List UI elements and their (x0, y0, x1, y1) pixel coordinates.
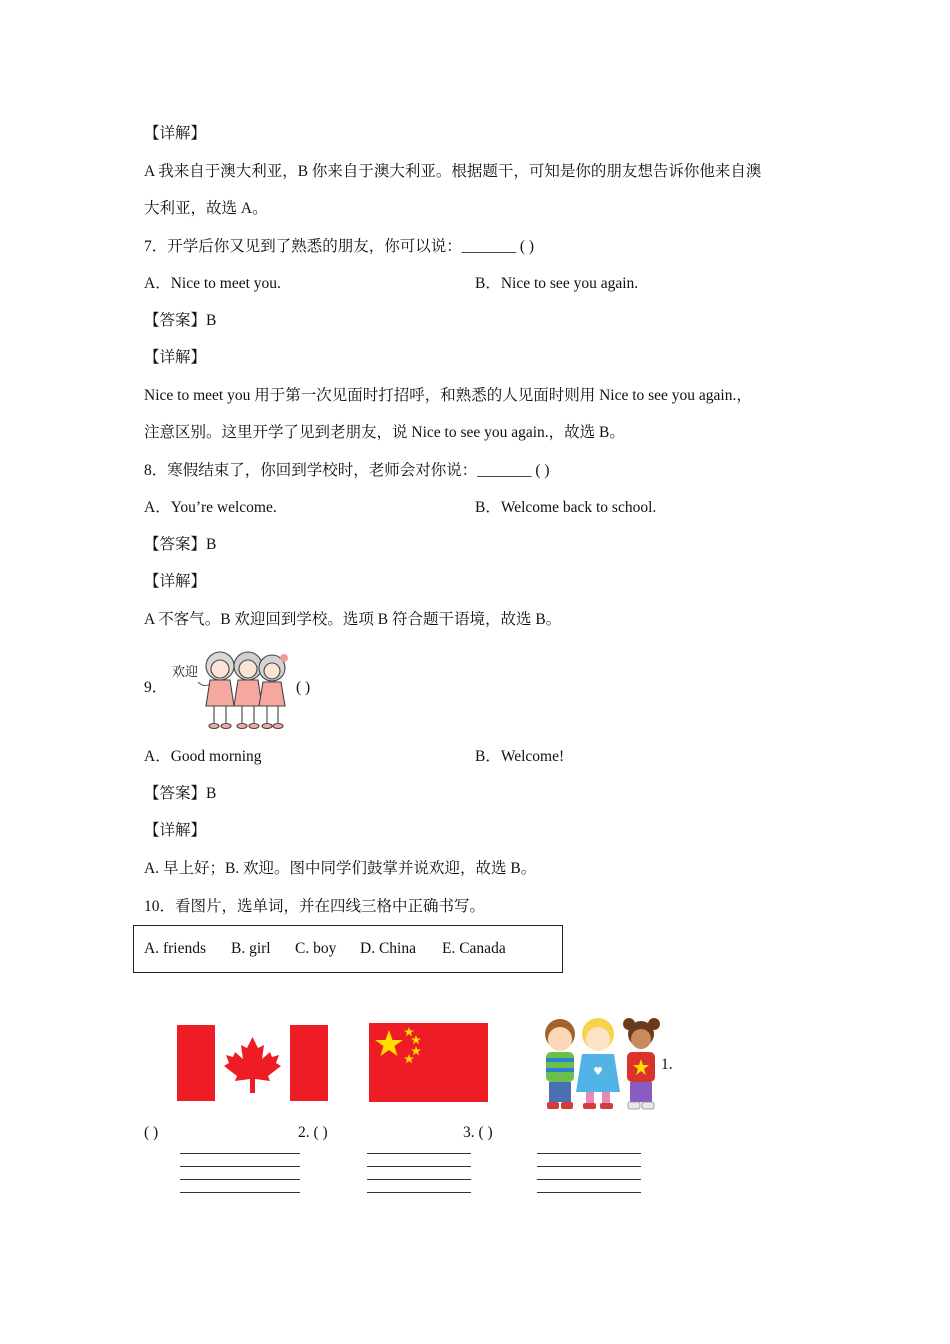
q10-blank-1[interactable]: ( ) (144, 1124, 159, 1141)
q7-answer: 【答案】B (144, 312, 217, 329)
welcome-caption: 欢迎 (172, 665, 199, 680)
q8-stem: 8．寒假结束了，你回到学校时，老师会对你说：_______ ( ) (144, 462, 550, 479)
word-bank-item: C. boy (295, 940, 337, 957)
q6-detail-line1: A 我来自于澳大利亚，B 你来自于澳大利亚。根据题干，可知是你的朋友想告诉你他来自澳 (144, 163, 762, 180)
q9-answer: 【答案】B (144, 785, 217, 802)
q7-detail-line2: 注意区别。这里开学了见到老朋友，说 Nice to see you again.，故选 B。 (144, 424, 625, 441)
writing-lines-3[interactable] (537, 1153, 641, 1205)
q7-detail-line1: Nice to meet you 用于第一次见面时打招呼，和熟悉的人见面时则用 Nice to see you again.， (144, 387, 752, 404)
q10-stem: 10．看图片，选单词，并在四线三格中正确书写。 (144, 898, 486, 915)
q9-detail-line1: A. 早上好；B. 欢迎。图中同学们鼓掌并说欢迎，故选 B。 (144, 860, 537, 877)
q9-number: 9． (144, 679, 168, 696)
q8-answer: 【答案】B (144, 536, 217, 553)
friends-picture (538, 1012, 663, 1117)
q6-detail-line2: 大利亚，故选 A。 (144, 200, 268, 217)
q6-detail-heading: 【详解】 (144, 125, 207, 142)
q7-option-a: A．Nice to meet you. (144, 275, 281, 292)
q7-detail-heading: 【详解】 (144, 349, 207, 366)
word-bank-item: B. girl (231, 940, 271, 957)
q8-option-a: A．You’re welcome. (144, 499, 277, 516)
q9-option-a: A．Good morning (144, 748, 262, 765)
writing-lines-1[interactable] (180, 1153, 300, 1205)
q9-option-b: B．Welcome! (475, 748, 565, 765)
q8-detail-heading: 【详解】 (144, 573, 207, 590)
china-flag (369, 1023, 488, 1107)
q8-option-b: B．Welcome back to school. (475, 499, 657, 516)
q10-label-3[interactable]: 3. ( ) (463, 1124, 493, 1141)
word-bank-box (133, 925, 563, 973)
q9-detail-heading: 【详解】 (144, 822, 207, 839)
q8-detail-line1: A 不客气。B 欢迎回到学校。选项 B 符合题干语境，故选 B。 (144, 611, 562, 628)
word-bank-item: E. Canada (442, 940, 506, 957)
canada-flag (177, 1025, 328, 1106)
q7-option-b: B．Nice to see you again. (475, 275, 639, 292)
word-bank-item: D. China (360, 940, 416, 957)
writing-lines-2[interactable] (367, 1153, 471, 1205)
welcome-kids-picture (170, 644, 294, 732)
q7-stem: 7．开学后你又见到了熟悉的朋友，你可以说：_______ ( ) (144, 238, 535, 255)
q10-label-2[interactable]: 2. ( ) (298, 1124, 328, 1141)
q10-label-1: 1. (661, 1056, 673, 1073)
word-bank-item: A. friends (144, 940, 206, 957)
q9-paren: ( ) (296, 679, 311, 696)
